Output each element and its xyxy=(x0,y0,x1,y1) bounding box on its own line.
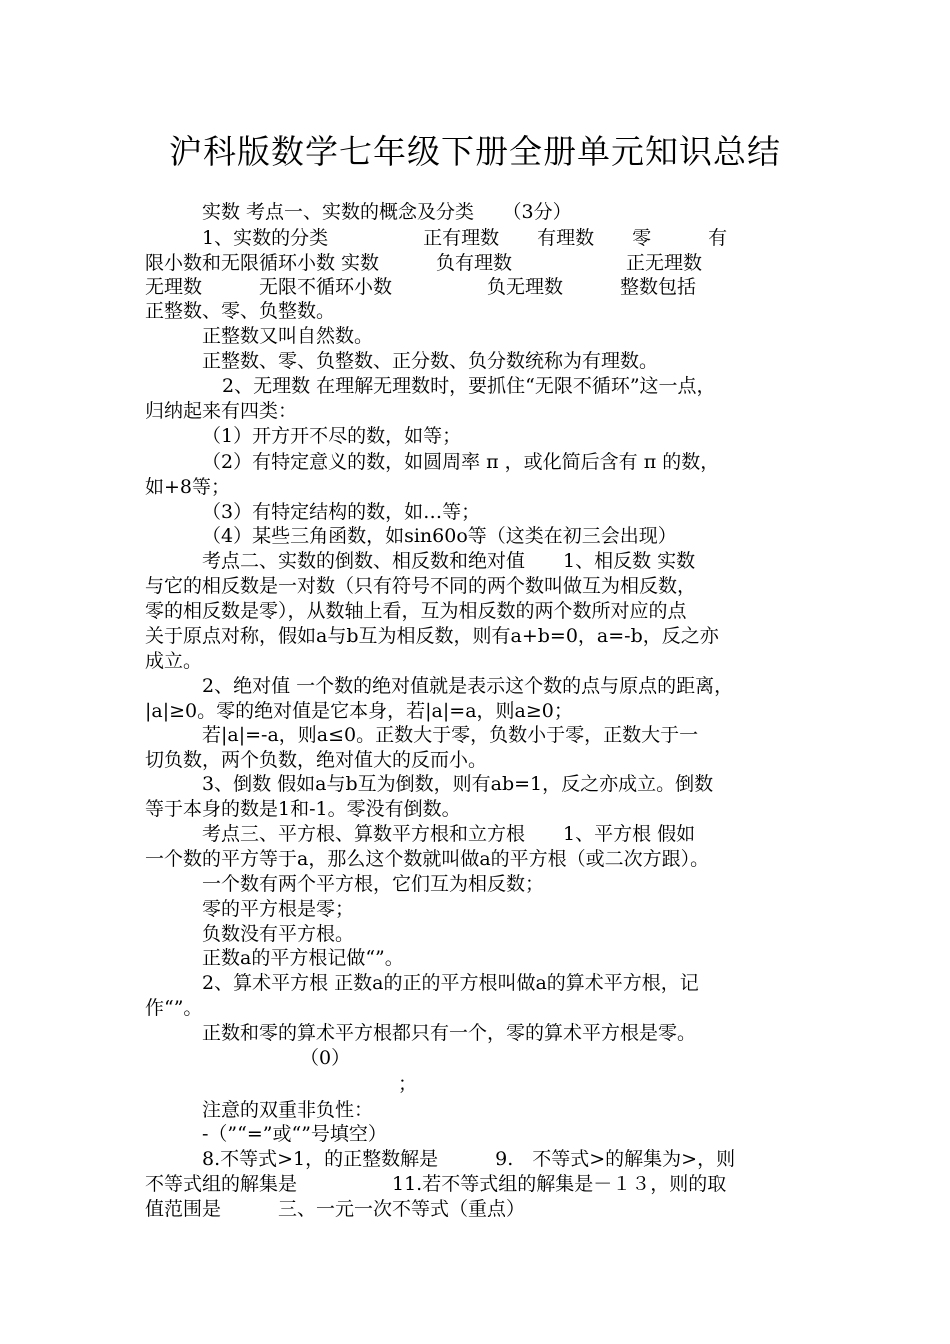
text-line: 2、无理数 在理解无理数时，要抓住“无限不循环”这一点， xyxy=(222,375,716,397)
text-line: 3、倒数 假如a与b互为倒数，则有ab=1，反之亦成立。倒数 xyxy=(202,773,714,795)
text-line: （1）开方开不尽的数，如等； xyxy=(202,425,462,447)
text-line: 切负数，两个负数，绝对值大的反而小。 xyxy=(145,749,488,771)
text-line: 值范围是 三、一元一次不等式（重点） xyxy=(145,1198,526,1220)
text-line: 实数 考点一、实数的概念及分类 （3分） xyxy=(202,201,572,223)
text-line: 正数a的平方根记做“”。 xyxy=(202,947,404,969)
document-title: 沪科版数学七年级下册全册单元知识总结 xyxy=(169,132,781,171)
text-line: ； xyxy=(398,1073,418,1095)
text-line: 1、实数的分类 正有理数 有理数 零 有 xyxy=(202,227,728,249)
text-line: 不等式组的解集是 11.若不等式组的解集是－１３，则的取 xyxy=(145,1173,727,1195)
text-line: 正整数、零、负整数、正分数、负分数统称为有理数。 xyxy=(202,350,659,372)
text-line: |a|≥0。零的绝对值是它本身，若|a|=a，则a≥0； xyxy=(145,700,573,722)
text-line: 负数没有平方根。 xyxy=(202,923,355,945)
text-line: 正数和零的算术平方根都只有一个，零的算术平方根是零。 xyxy=(202,1022,697,1044)
text-line: 2、绝对值 一个数的绝对值就是表示这个数的点与原点的距离， xyxy=(202,675,734,697)
text-line: 限小数和无限循环小数 实数 负有理数 正无理数 xyxy=(145,252,703,274)
text-line: （3）有特定结构的数，如…等； xyxy=(202,501,481,523)
text-line: 若|a|=-a，则a≤0。正数大于零，负数小于零，正数大于一 xyxy=(202,724,699,746)
text-line: （2）有特定意义的数，如圆周率 π ，或化简后含有 π 的数， xyxy=(202,451,720,473)
text-line: 考点三、平方根、算数平方根和立方根 1、平方根 假如 xyxy=(202,823,696,845)
text-line: 归纳起来有四类： xyxy=(145,400,298,422)
text-line: 8.不等式>1，的正整数解是 9. 不等式>的解集为>，则 xyxy=(202,1148,736,1170)
text-line: 与它的相反数是一对数（只有符号不同的两个数叫做互为相反数， xyxy=(145,575,697,597)
text-line: 零的平方根是零； xyxy=(202,898,355,920)
text-line: 无理数 无限不循环小数 负无理数 整数包括 xyxy=(145,276,697,298)
text-line: （0） xyxy=(300,1047,351,1069)
text-line: 成立。 xyxy=(145,650,203,672)
text-line: -（”“=”或“”号填空） xyxy=(202,1123,387,1145)
text-line: 零的相反数是零），从数轴上看，互为相反数的两个数所对应的点 xyxy=(145,600,687,622)
text-line: 等于本身的数是1和-1。零没有倒数。 xyxy=(145,798,461,820)
text-line: 注意的双重非负性： xyxy=(202,1099,374,1121)
text-line: 一个数有两个平方根，它们互为相反数； xyxy=(202,873,545,895)
text-line: 正整数、零、负整数。 xyxy=(145,300,336,322)
text-line: 一个数的平方等于a，那么这个数就叫做a的平方根（或二次方跟）。 xyxy=(145,848,710,870)
text-line: 考点二、实数的倒数、相反数和绝对值 1、相反数 实数 xyxy=(202,550,696,572)
text-line: 正整数又叫自然数。 xyxy=(202,325,374,347)
text-line: 作“”。 xyxy=(145,997,203,1019)
text-line: 如+8等； xyxy=(145,476,231,498)
text-line: 关于原点对称，假如a与b互为相反数，则有a+b=0，a=-b，反之亦 xyxy=(145,625,719,647)
text-line: 2、算术平方根 正数a的正的平方根叫做a的算术平方根，记 xyxy=(202,972,699,994)
text-line: （4）某些三角函数，如sin60o等（这类在初三会出现） xyxy=(202,525,677,547)
